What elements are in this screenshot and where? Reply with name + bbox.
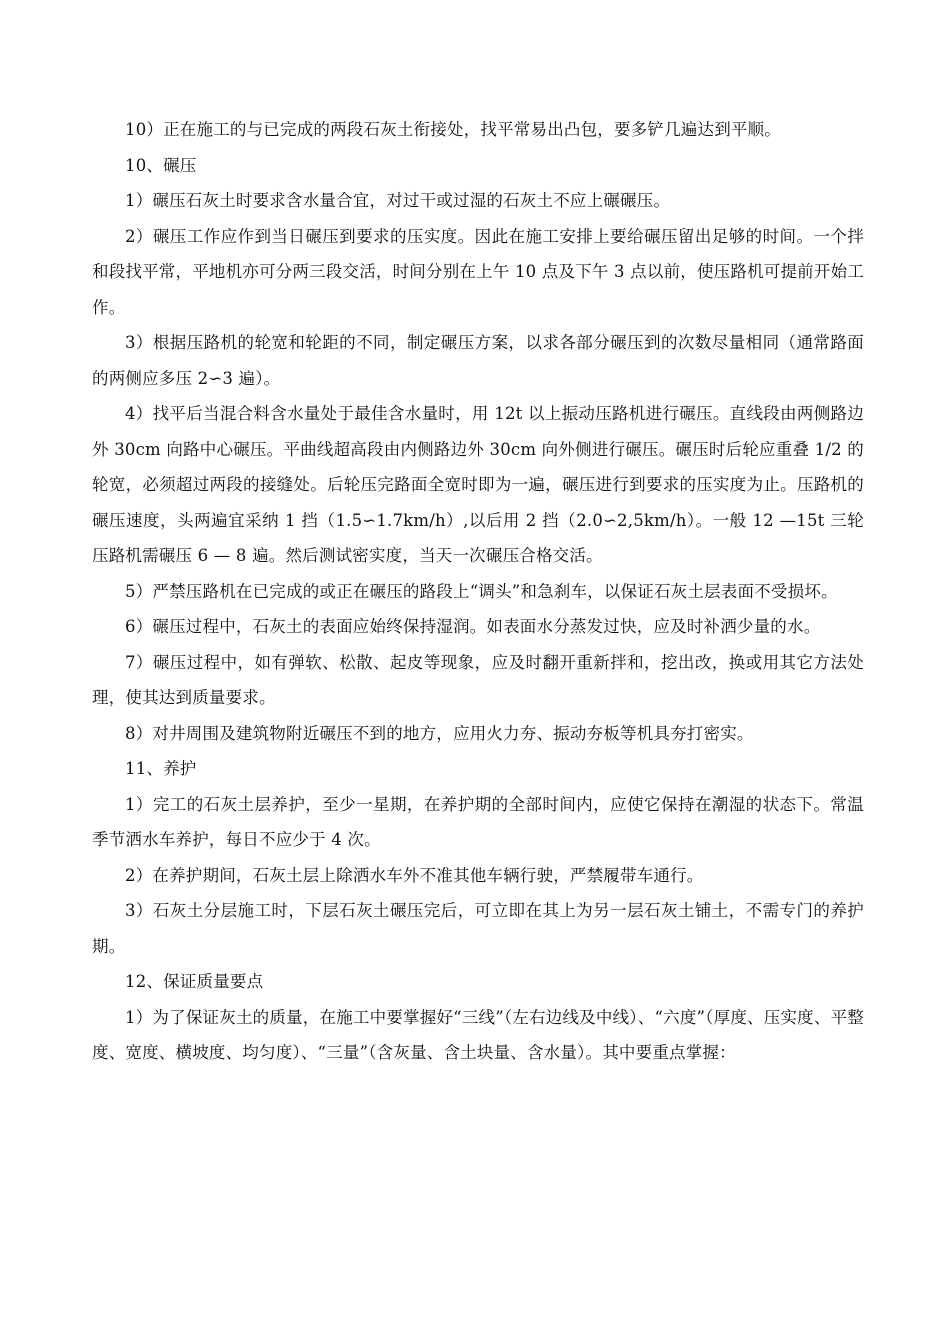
paragraph-curing-3: 3）石灰土分层施工时，下层石灰土碾压完后，可立即在其上为另一层石灰土铺土，不需专门的养护期。	[92, 901, 864, 956]
paragraph-compaction-4: 4）找平后当混合料含水量处于最佳含水量时，用 12t 以上振动压路机进行碾压。直线段由两侧路边外 30cm 向路中心碾压。平曲线超高段由内侧路边外 30cm 向外侧进行碾压。碾压时后轮应重叠 1/2 的轮宽，必须超过两段的接缝处。后轮压完路面全宽时即为一遍，碾压进行到要求的压实度为止。压路机的碾压速度，头两遍宜采纳 1 挡（1.5∽1.7km/h）,以后用 2 挡（2.0∽2,5km/h）。一般 12 —15t 三轮压路机需碾压 6 — 8 遍。然后测试密实度，当天一次碾压合格交活。	[92, 404, 864, 565]
paragraph-curing-1: 1）完工的石灰土层养护，至少一星期，在养护期的全部时间内，应使它保持在潮湿的状态下。常温季节洒水车养护，每日不应少于 4 次。	[92, 794, 864, 849]
paragraph-compaction-3: 3）根据压路机的轮宽和轮距的不同，制定碾压方案，以求各部分碾压到的次数尽量相同（通常路面的两侧应多压 2∽3 遍）。	[92, 333, 864, 388]
paragraph-compaction-8: 8）对井周围及建筑物附近碾压不到的地方，应用火力夯、振动夯板等机具夯打密实。	[125, 723, 754, 743]
document-body	[92, 112, 864, 1071]
section-heading-compaction: 10、碾压	[125, 155, 197, 175]
paragraph-quality-1: 1）为了保证灰土的质量，在施工中要掌握好“三线”（左右边线及中线）、“六度”（厚度、压实度、平整度、宽度、横坡度、均匀度）、“三量”（含灰量、含土块量、含水量）。其中要重点掌握：	[92, 1007, 864, 1062]
paragraph-item-10-seam: 10）正在施工的与已完成的两段石灰土衔接处，找平常易出凸包，要多铲几遍达到平顺。	[125, 120, 781, 139]
paragraph-compaction-5: 5）严禁压路机在已完成的或正在碾压的路段上“调头”和急刹车，以保证石灰土层表面不受损坏。	[125, 581, 838, 601]
paragraph-compaction-6: 6）碾压过程中，石灰土的表面应始终保持湿润。如表面水分蒸发过快，应及时补洒少量的水。	[125, 617, 821, 636]
paragraph-compaction-7: 7）碾压过程中，如有弹软、松散、起皮等现象，应及时翻开重新拌和，挖出改，换或用其它方法处理，使其达到质量要求。	[92, 652, 864, 707]
paragraph-curing-2: 2）在养护期间，石灰土层上除洒水车外不准其他车辆行驶，严禁履带车通行。	[125, 865, 704, 885]
section-heading-quality: 12、保证质量要点	[125, 972, 264, 991]
paragraph-compaction-2: 2）碾压工作应作到当日碾压到要求的压实度。因此在施工安排上要给碾压留出足够的时间。一个拌和段找平常，平地机亦可分两三段交活，时间分别在上午 10 点及下午 3 点以前，使压路机可提前开始工作。	[92, 226, 864, 317]
paragraph-compaction-1: 1）碾压石灰土时要求含水量合宜，对过干或过湿的石灰土不应上碾碾压。	[125, 191, 671, 210]
section-heading-curing: 11、养护	[125, 759, 197, 778]
